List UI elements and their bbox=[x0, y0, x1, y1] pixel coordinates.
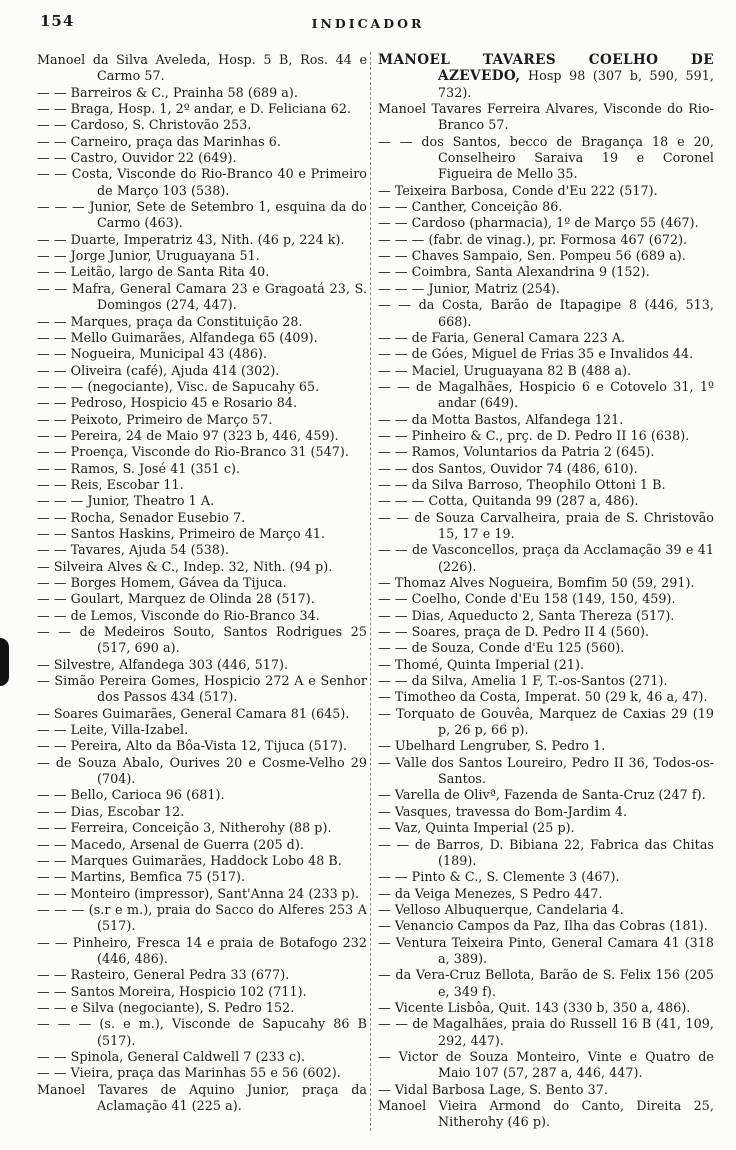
index-entry: — Ventura Teixeira Pinto, General Camara 41 (318 a, 389). bbox=[378, 934, 714, 966]
index-entry-bold-name: MANOEL TAVARES COELHO DE AZEVEDO, bbox=[378, 52, 714, 85]
index-entry: — — Pereira, 24 de Maio 97 (323 b, 446, 459). bbox=[37, 427, 339, 443]
index-entry: — — Ferreira, Conceição 3, Nitherohy (88 p). bbox=[37, 820, 332, 836]
index-entry: — — de Medeiros Souto, Santos Rodrigues 25 (517, 690 a). bbox=[37, 624, 367, 656]
ink-blot-artifact bbox=[0, 638, 9, 686]
index-entry: — — Pereira, Alto da Bôa-Vista 12, Tijuca (517). bbox=[37, 738, 348, 754]
index-entry: — — Leitão, largo de Santa Rita 40. bbox=[37, 264, 270, 280]
index-entry: — — Pinheiro, Fresca 14 e praia de Botafogo 232 (446, 486). bbox=[37, 934, 367, 966]
index-entry: — — Goulart, Marquez de Olinda 28 (517). bbox=[37, 591, 315, 607]
index-entry: — — Coimbra, Santa Alexandrina 9 (152). bbox=[378, 264, 650, 280]
index-entry: — da Veiga Menezes, S Pedro 447. bbox=[378, 885, 603, 901]
index-entry: — — Ramos, S. José 41 (351 c). bbox=[37, 460, 241, 476]
index-entry: — — — (negociante), Visc. de Sapucahy 65. bbox=[37, 378, 320, 394]
index-entry: — — Carneiro, praça das Marinhas 6. bbox=[37, 133, 281, 149]
index-entry: — — Pinheiro & C., prç. de D. Pedro II 16 (638). bbox=[378, 427, 690, 443]
index-entry: — Silvestre, Alfandega 303 (446, 517). bbox=[37, 656, 289, 672]
index-entry: — — Soares, praça de D. Pedro II 4 (560). bbox=[378, 624, 650, 640]
right-column bbox=[370, 52, 714, 1131]
index-entry: — — Chaves Sampaio, Sen. Pompeu 56 (689 a). bbox=[378, 248, 686, 264]
index-entry: — Thomaz Alves Nogueira, Bomfim 50 (59, 291). bbox=[378, 575, 695, 590]
index-entry: — — Marques Guimarães, Haddock Lobo 48 B. bbox=[37, 852, 342, 868]
index-entry: — — Dias, Aqueducto 2, Santa Thereza (517). bbox=[378, 607, 675, 623]
index-entry: — Thomé, Quinta Imperial (21). bbox=[378, 656, 585, 672]
index-entry: — — Tavares, Ajuda 54 (538). bbox=[37, 542, 230, 558]
index-entry: MANOEL TAVARES COELHO DE AZEVEDO, Hosp 98 (307 b, 590, 591, 732). bbox=[378, 52, 714, 100]
page-number: 154 bbox=[40, 12, 75, 30]
index-entry: — — Marques, praça da Constituição 28. bbox=[37, 313, 303, 329]
index-entry: — Velloso Albuquerque, Candelaria 4. bbox=[378, 901, 624, 917]
index-entry: — — Braga, Hosp. 1, 2º andar, e D. Feliciana 62. bbox=[37, 101, 352, 117]
index-entry: — — de Faria, General Camara 223 A. bbox=[378, 329, 626, 345]
index-entry: — — e Silva (negociante), S. Pedro 152. bbox=[37, 999, 295, 1015]
index-entry: — — Bello, Carioca 96 (681). bbox=[37, 787, 225, 803]
index-entry: — Victor de Souza Monteiro, Vinte e Quatro de Maio 107 (57, 287 a, 446, 447). bbox=[378, 1048, 714, 1081]
index-entry: — — Pinto & C., S. Clemente 3 (467). bbox=[378, 869, 620, 885]
index-entry: — — de Lemos, Visconde do Rio-Branco 34. bbox=[37, 607, 320, 623]
index-entry: — — de Souza Carvalheira, praia de S. Christovão 15, 17 e 19. bbox=[378, 509, 714, 541]
index-entry: — — Cardoso, S. Christovão 253. bbox=[37, 117, 252, 133]
index-entry: — — Duarte, Imperatriz 43, Nith. (46 p, 224 k). bbox=[37, 231, 345, 247]
index-entry: — — Mello Guimarães, Alfandega 65 (409). bbox=[37, 329, 318, 345]
left-column bbox=[37, 52, 370, 1131]
index-entry: — — Reis, Escobar 11. bbox=[37, 476, 184, 492]
index-entry: — — Pedroso, Hospicio 45 e Rosario 84. bbox=[37, 395, 298, 411]
index-entry: — — Vieira, praça das Marinhas 55 e 56 (602). bbox=[37, 1065, 341, 1081]
index-entry: — Ubelhard Lengruber, S. Pedro 1. bbox=[378, 738, 606, 754]
index-entry: — Timotheo da Costa, Imperat. 50 (29 k, 46 a, 47). bbox=[378, 689, 708, 705]
index-entry: — — Jorge Junior, Uruguayana 51. bbox=[37, 248, 260, 264]
index-entry: — — — Junior, Sete de Setembro 1, esquina da do Carmo (463). bbox=[37, 199, 367, 231]
index-entry: — — Peixoto, Primeiro de Março 57. bbox=[37, 411, 273, 427]
index-entry: — de Souza Abalo, Ourives 20 e Cosme-Velho 29 (704). bbox=[37, 754, 367, 787]
index-entry: — — de Magalhães, Hospicio 6 e Cotovelo 31, 1º andar (649). bbox=[378, 378, 714, 411]
index-entry: — Soares Guimarães, General Camara 81 (645). bbox=[37, 705, 350, 721]
index-entry: — — Monteiro (impressor), Sant'Anna 24 (233 p). bbox=[37, 885, 360, 901]
index-entry: — Varella de Olivª, Fazenda de Santa-Cruz (247 f). bbox=[378, 787, 706, 803]
index-entry: — — dos Santos, becco de Bragança 18 e 20, Conselheiro Saraiva 19 e Coronel Figueira de Mello 35. bbox=[378, 133, 714, 182]
index-entry: — Simão Pereira Gomes, Hospicio 272 A e Senhor dos Passos 434 (517). bbox=[37, 673, 367, 705]
index-entry: — — Rocha, Senador Eusebio 7. bbox=[37, 509, 246, 525]
index-entry: — — Costa, Visconde do Rio-Branco 40 e Primeiro de Março 103 (538). bbox=[37, 166, 367, 198]
index-entry: — — — Junior, Theatro 1 A. bbox=[37, 493, 215, 509]
index-entry: — — Oliveira (café), Ajuda 414 (302). bbox=[37, 362, 280, 378]
index-entry: — — Cardoso (pharmacia), 1º de Março 55 (467). bbox=[378, 215, 699, 231]
index-entry: — — Martins, Bemfica 75 (517). bbox=[37, 869, 246, 885]
index-entry: — Silveira Alves & C., Indep. 32, Nith. (94 p). bbox=[37, 558, 333, 574]
index-entry: — — da Silva Barroso, Theophilo Ottoni 1 B. bbox=[378, 476, 666, 492]
index-entry: — — — Junior, Matriz (254). bbox=[378, 280, 561, 296]
index-entry: — — Borges Homem, Gávea da Tijuca. bbox=[37, 575, 287, 590]
index-entry: — — da Motta Bastos, Alfandega 121. bbox=[378, 411, 624, 427]
index-entry: — — de Magalhães, praia do Russell 16 B (41, 109, 292, 447). bbox=[378, 1016, 714, 1048]
index-entry: — — Mafra, General Camara 23 e Gragoatá 23, S. Domingos (274, 447). bbox=[37, 280, 367, 313]
index-entry: Manoel Tavares de Aquino Junior, praça da Aclamação 41 (225 a). bbox=[37, 1081, 367, 1113]
index-entry: — — Coelho, Conde d'Eu 158 (149, 150, 459). bbox=[378, 591, 676, 607]
index-entry: — Venancio Campos da Paz, Ilha das Cobras (181). bbox=[378, 918, 708, 934]
index-entry: — Teixeira Barbosa, Conde d'Eu 222 (517). bbox=[378, 182, 658, 198]
index-entry: — Vasques, travessa do Bom-Jardim 4. bbox=[378, 803, 628, 819]
two-column-text-block bbox=[37, 52, 714, 1131]
index-entry: — — Castro, Ouvidor 22 (649). bbox=[37, 150, 237, 166]
index-entry: — Vicente Lisbôa, Quit. 143 (330 b, 350 a, 486). bbox=[378, 999, 691, 1015]
index-entry: — — de Barros, D. Bibiana 22, Fabrica das Chitas (189). bbox=[378, 836, 714, 868]
index-entry: — — Dias, Escobar 12. bbox=[37, 803, 185, 819]
index-entry: — — Proença, Visconde do Rio-Branco 31 (547). bbox=[37, 444, 349, 460]
index-entry: Manoel da Silva Aveleda, Hosp. 5 B, Ros. 44 e Carmo 57. bbox=[37, 52, 367, 84]
index-entry: — — da Silva, Amelia 1 F, T.-os-Santos (271). bbox=[378, 673, 668, 689]
index-entry: — — — (fabr. de vinag.), pr. Formosa 467 (672). bbox=[378, 231, 688, 247]
index-entry: — Vaz, Quinta Imperial (25 p). bbox=[378, 820, 575, 836]
index-entry: — — de Góes, Miguel de Frias 35 e Invalidos 44. bbox=[378, 346, 694, 362]
index-entry: — — Spinola, General Caldwell 7 (233 c). bbox=[37, 1048, 306, 1064]
index-entry: — — Rasteiro, General Pedra 33 (677). bbox=[37, 967, 290, 983]
index-entry: — — dos Santos, Ouvidor 74 (486, 610). bbox=[378, 460, 638, 476]
index-entry: — — Maciel, Uruguayana 82 B (488 a). bbox=[378, 362, 632, 378]
index-entry: Manoel Vieira Armond do Canto, Direita 25, Nitherohy (46 p). bbox=[378, 1098, 714, 1130]
index-entry: — — Santos Moreira, Hospicio 102 (711). bbox=[37, 983, 307, 999]
index-entry: — — Leite, Villa-Izabel. bbox=[37, 722, 189, 738]
page-header-title: INDICADOR bbox=[311, 16, 425, 31]
index-entry: — — de Souza, Conde d'Eu 125 (560). bbox=[378, 640, 625, 656]
index-entry: — Torquato de Gouvêa, Marquez de Caxias 29 (19 p, 26 p, 66 p). bbox=[378, 705, 714, 738]
index-entry: — — Macedo, Arsenal de Guerra (205 d). bbox=[37, 836, 304, 852]
index-entry: — — — (s.r e m.), praia do Sacco do Alferes 253 A (517). bbox=[37, 901, 367, 934]
index-entry: — — Canther, Conceição 86. bbox=[378, 199, 563, 215]
index-entry: — — Santos Haskins, Primeiro de Março 41. bbox=[37, 525, 326, 541]
index-entry: — — — Cotta, Quitanda 99 (287 a, 486). bbox=[378, 493, 639, 509]
index-entry: — — — (s. e m.), Visconde de Sapucahy 86 B (517). bbox=[37, 1016, 367, 1048]
index-entry: — — da Costa, Barão de Itapagipe 8 (446, 513, 668). bbox=[378, 297, 714, 329]
index-entry: — — Nogueira, Municipal 43 (486). bbox=[37, 346, 268, 362]
index-entry: — Valle dos Santos Loureiro, Pedro II 36, Todos-os-Santos. bbox=[378, 754, 714, 787]
index-entry: — — Barreiros & C., Prainha 58 (689 a). bbox=[37, 84, 298, 100]
index-entry: — — Ramos, Voluntarios da Patria 2 (645). bbox=[378, 444, 655, 460]
index-entry: — da Vera-Cruz Bellota, Barão de S. Felix 156 (205 e, 349 f). bbox=[378, 967, 714, 999]
index-entry: Manoel Tavares Ferreira Alvares, Visconde do Rio-Branco 57. bbox=[378, 101, 714, 133]
index-entry: — Vidal Barbosa Lage, S. Bento 37. bbox=[378, 1081, 608, 1097]
index-entry: — — de Vasconcellos, praça da Acclamação 39 e 41 (226). bbox=[378, 542, 714, 574]
